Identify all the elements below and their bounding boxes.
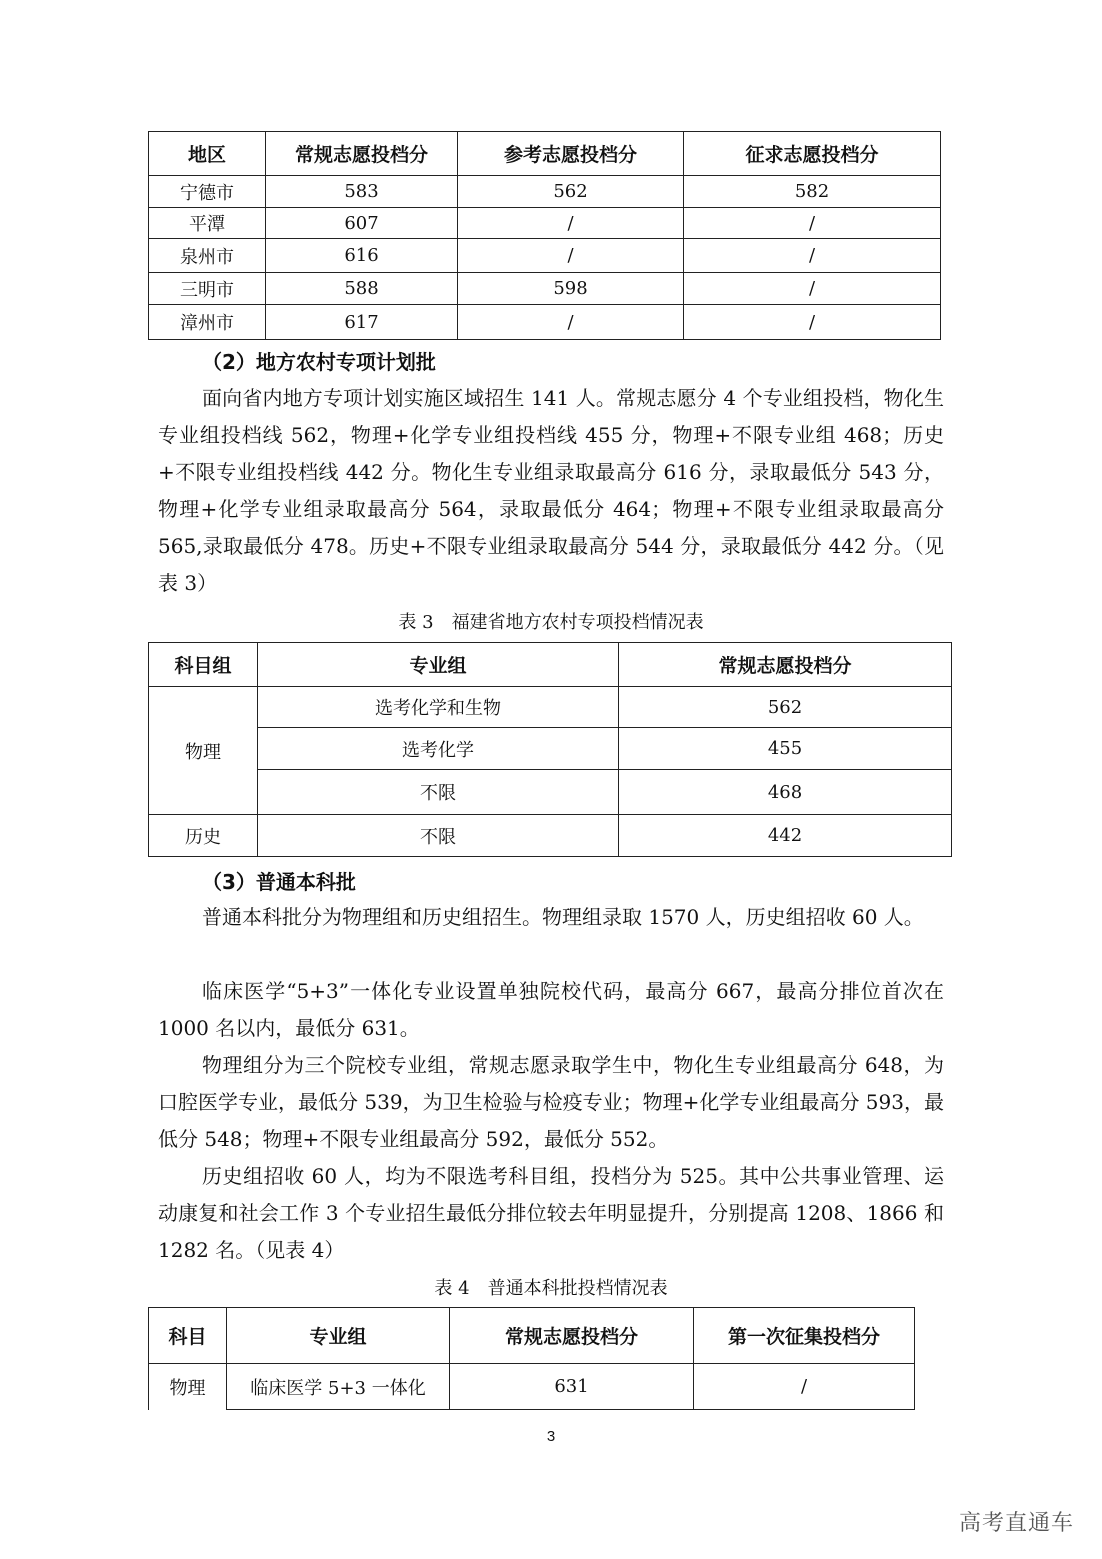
table-row	[149, 687, 952, 728]
section-heading: （3）普通本科批	[202, 870, 356, 894]
table-cell: 616	[266, 239, 458, 273]
table-cell: 588	[266, 273, 458, 305]
table-header-cell: 科目	[149, 1308, 227, 1364]
table-caption: 表 4 普通本科批投档情况表	[434, 1278, 668, 1299]
table-cell: 583	[266, 176, 458, 208]
table-cell: 不限	[258, 815, 619, 857]
table-cell: 临床医学 5+3 一体化	[227, 1364, 450, 1410]
table-cell: /	[684, 273, 941, 305]
section-heading: （2）地方农村专项计划批	[202, 350, 436, 374]
region-score-table	[148, 131, 941, 340]
table-cell: /	[458, 305, 684, 340]
body-paragraph: 物理组分为三个院校专业组，常规志愿录取学生中，物化生专业组最高分 648，为口腔医学专业，最低分 539，为卫生检验与检疫专业；物理+化学专业组最高分 593，最低分 548；物理+不限专业组最高分 592，最低分 552。	[158, 1053, 944, 1151]
table-cell: 选考化学和生物	[258, 687, 619, 728]
regular-batch-table	[148, 1307, 915, 1410]
table-cell: 631	[450, 1364, 694, 1410]
table-cell: 562	[619, 687, 952, 728]
watermark-text: 高考直通车	[958, 1511, 1074, 1536]
table-row	[149, 208, 941, 239]
table-header-cell: 科目组	[149, 643, 258, 687]
table-cell: /	[694, 1364, 915, 1410]
table-row	[149, 1364, 915, 1410]
table-cell: 不限	[258, 770, 619, 815]
table-row	[149, 239, 941, 273]
table-cell: 598	[458, 273, 684, 305]
table-header-cell: 常规志愿投档分	[266, 132, 458, 176]
table-header-cell: 专业组	[258, 643, 619, 687]
table-header-cell: 第一次征集投档分	[694, 1308, 915, 1364]
page-number: 3	[546, 1428, 556, 1445]
table-cell: 455	[619, 728, 952, 770]
table-cell: 泉州市	[149, 239, 266, 273]
table-header-cell: 常规志愿投档分	[450, 1308, 694, 1364]
rural-special-table	[148, 642, 952, 857]
table-cell: 607	[266, 208, 458, 239]
table-header-row	[149, 1308, 915, 1364]
table-row	[149, 728, 952, 770]
table-header-row	[149, 643, 952, 687]
table-cell: /	[684, 305, 941, 340]
table-row	[149, 770, 952, 815]
table-cell: 平潭	[149, 208, 266, 239]
table-cell: 468	[619, 770, 952, 815]
body-paragraph: 临床医学“5+3”一体化专业设置单独院校代码，最高分 667，最高分排位首次在 1000 名以内，最低分 631。	[158, 979, 944, 1040]
table-cell: 582	[684, 176, 941, 208]
table-header-cell: 参考志愿投档分	[458, 132, 684, 176]
table-cell: 物理	[149, 1364, 227, 1410]
table-cell: 历史	[149, 815, 258, 857]
table-cell: 三明市	[149, 273, 266, 305]
body-paragraph: 面向省内地方专项计划实施区域招生 141 人。常规志愿分 4 个专业组投档，物化生专业组投档线 562，物理+化学专业组投档线 455 分，物理+不限专业组 468；历史+不限专业组投档线 442 分。物化生专业组录取最高分 616 分，录取最低分 543 分，物理+化学专业组录取最高分 564，录取最低分 464；物理+不限专业组录取最高分 565,录取最低分 478。历史+不限专业组录取最高分 544 分，录取最低分 442 分。（见表 3）	[158, 386, 944, 595]
table-cell: /	[458, 239, 684, 273]
table-cell: 562	[458, 176, 684, 208]
table-cell: /	[458, 208, 684, 239]
table-header-cell: 地区	[149, 132, 266, 176]
body-paragraph: 历史组招收 60 人，均为不限选考科目组，投档分为 525。其中公共事业管理、运动康复和社会工作 3 个专业招生最低分排位较去年明显提升，分别提高 1208、1866 和 1282 名。（见表 4）	[158, 1164, 944, 1262]
table-header-cell: 常规志愿投档分	[619, 643, 952, 687]
table-cell: /	[684, 239, 941, 273]
table-cell: 442	[619, 815, 952, 857]
table-row	[149, 176, 941, 208]
table-header-cell: 征求志愿投档分	[684, 132, 941, 176]
table-row	[149, 273, 941, 305]
table-header-cell: 专业组	[227, 1308, 450, 1364]
table-row	[149, 815, 952, 857]
table-cell: /	[684, 208, 941, 239]
table-cell: 617	[266, 305, 458, 340]
table-row	[149, 305, 941, 340]
table-cell: 漳州市	[149, 305, 266, 340]
table-cell: 宁德市	[149, 176, 266, 208]
table-caption: 表 3 福建省地方农村专项投档情况表	[398, 612, 704, 633]
table-cell: 物理	[149, 687, 258, 815]
body-paragraph: 普通本科批分为物理组和历史组招生。物理组录取 1570 人，历史组招收 60 人。	[202, 905, 924, 929]
table-cell: 选考化学	[258, 728, 619, 770]
table-header-row	[149, 132, 941, 176]
